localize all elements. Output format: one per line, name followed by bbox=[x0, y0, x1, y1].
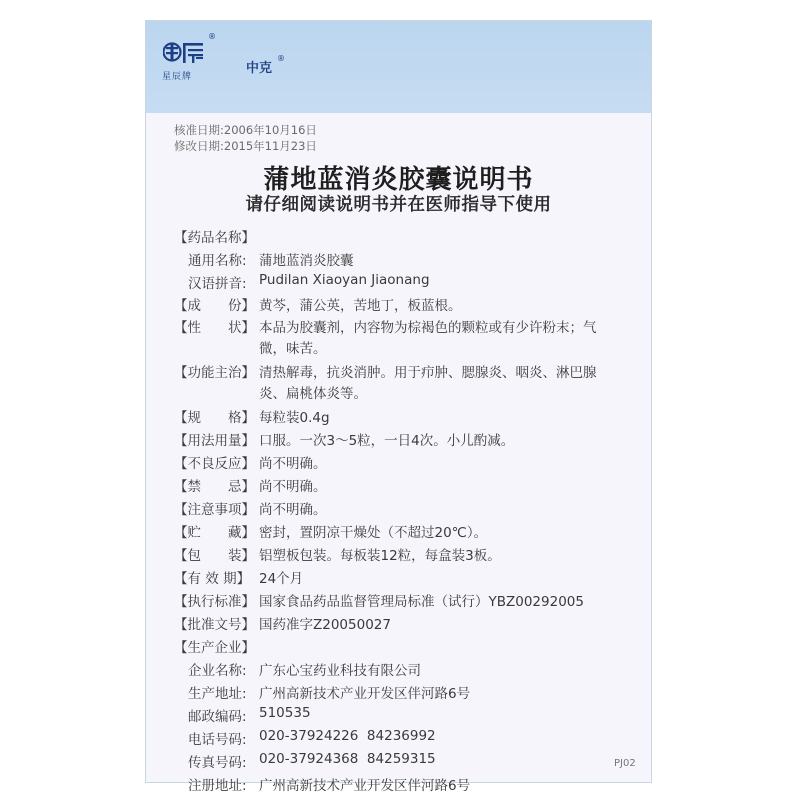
drug-name-label: 【药品名称】 bbox=[174, 230, 255, 246]
phone: 020-37924226 84236992 bbox=[259, 728, 436, 744]
spec-label: 【规 格】 bbox=[174, 410, 255, 426]
document-title: 蒲地蓝消炎胶囊说明书 bbox=[263, 165, 534, 195]
company: 广东心宝药业科技有限公司 bbox=[259, 663, 421, 679]
header-band bbox=[146, 21, 651, 113]
indications-label: 【功能主治】 bbox=[174, 365, 255, 381]
manufacturer-label: 【生产企业】 bbox=[174, 640, 255, 656]
precautions: 尚不明确。 bbox=[259, 502, 327, 518]
company-label: 企业名称: bbox=[188, 663, 247, 679]
approval-number: 国药准字Z20050027 bbox=[259, 617, 391, 633]
dosage-label: 【用法用量】 bbox=[174, 433, 255, 449]
generic-name: 蒲地蓝消炎胶囊 bbox=[259, 253, 354, 269]
properties-label: 【性 状】 bbox=[174, 320, 255, 336]
properties-line-1: 本品为胶囊剂，内容物为棕褐色的颗粒或有少许粉末；气 bbox=[259, 320, 597, 336]
dosage: 口服。一次3～5粒，一日4次。小儿酌减。 bbox=[259, 433, 515, 449]
approval-date: 核准日期:2006年10月16日 bbox=[174, 123, 317, 137]
address-label: 生产地址: bbox=[188, 686, 247, 702]
contra-label: 【禁 忌】 bbox=[174, 479, 255, 495]
adverse: 尚不明确。 bbox=[259, 456, 327, 472]
properties-line-2: 微，味苦。 bbox=[259, 341, 327, 357]
approval-number-label: 【批准文号】 bbox=[174, 617, 255, 633]
brand-logo-icon bbox=[163, 40, 205, 66]
registered-mark: ® bbox=[208, 32, 216, 41]
storage: 密封，置阴凉干燥处（不超过20℃）。 bbox=[259, 525, 488, 541]
indications-line-2: 炎、扁桃体炎等。 bbox=[259, 386, 367, 402]
dates-block bbox=[174, 122, 317, 154]
pinyin: Pudilan Xiaoyan Jiaonang bbox=[259, 272, 430, 288]
phone-label: 电话号码: bbox=[188, 732, 247, 748]
registered-mark-2: ® bbox=[277, 54, 285, 63]
second-brand-name: 中克 bbox=[246, 61, 273, 76]
document-subtitle: 请仔细阅读说明书并在医师指导下使用 bbox=[245, 195, 552, 215]
indications-line-1: 清热解毒，抗炎消肿。用于疖肿、腮腺炎、咽炎、淋巴腺 bbox=[259, 365, 597, 381]
validity-label: 【有 效 期】 bbox=[174, 571, 251, 587]
ingredients: 黄芩，蒲公英，苦地丁，板蓝根。 bbox=[259, 298, 462, 314]
brand-name: 星辰牌 bbox=[162, 72, 193, 82]
leaflet-sheet bbox=[145, 20, 652, 794]
standard: 国家食品药品监督管理局标准（试行）YBZ00292005 bbox=[259, 594, 584, 610]
fax: 020-37924368 84259315 bbox=[259, 751, 436, 767]
postcode-label: 邮政编码: bbox=[188, 709, 247, 725]
reg-address: 广州高新技术产业开发区伴河路6号 bbox=[259, 778, 471, 794]
package: 铝塑板包装。每板装12粒，每盒装3板。 bbox=[259, 548, 501, 564]
standard-label: 【执行标准】 bbox=[174, 594, 255, 610]
postcode: 510535 bbox=[259, 705, 311, 721]
address: 广州高新技术产业开发区伴河路6号 bbox=[259, 686, 471, 702]
ingredients-label: 【成 份】 bbox=[174, 298, 255, 314]
reg-address-label: 注册地址: bbox=[188, 778, 247, 794]
storage-label: 【贮 藏】 bbox=[174, 525, 255, 541]
precautions-label: 【注意事项】 bbox=[174, 502, 255, 518]
validity: 24个月 bbox=[259, 571, 304, 587]
revision-date: 修改日期:2015年11月23日 bbox=[174, 139, 317, 153]
fax-label: 传真号码: bbox=[188, 755, 247, 771]
package-label: 【包 装】 bbox=[174, 548, 255, 564]
print-code: PJ02 bbox=[614, 758, 636, 769]
pinyin-label: 汉语拼音: bbox=[188, 276, 247, 292]
adverse-label: 【不良反应】 bbox=[174, 456, 255, 472]
contra: 尚不明确。 bbox=[259, 479, 327, 495]
generic-name-label: 通用名称: bbox=[188, 253, 247, 269]
spec: 每粒装0.4g bbox=[259, 410, 330, 426]
